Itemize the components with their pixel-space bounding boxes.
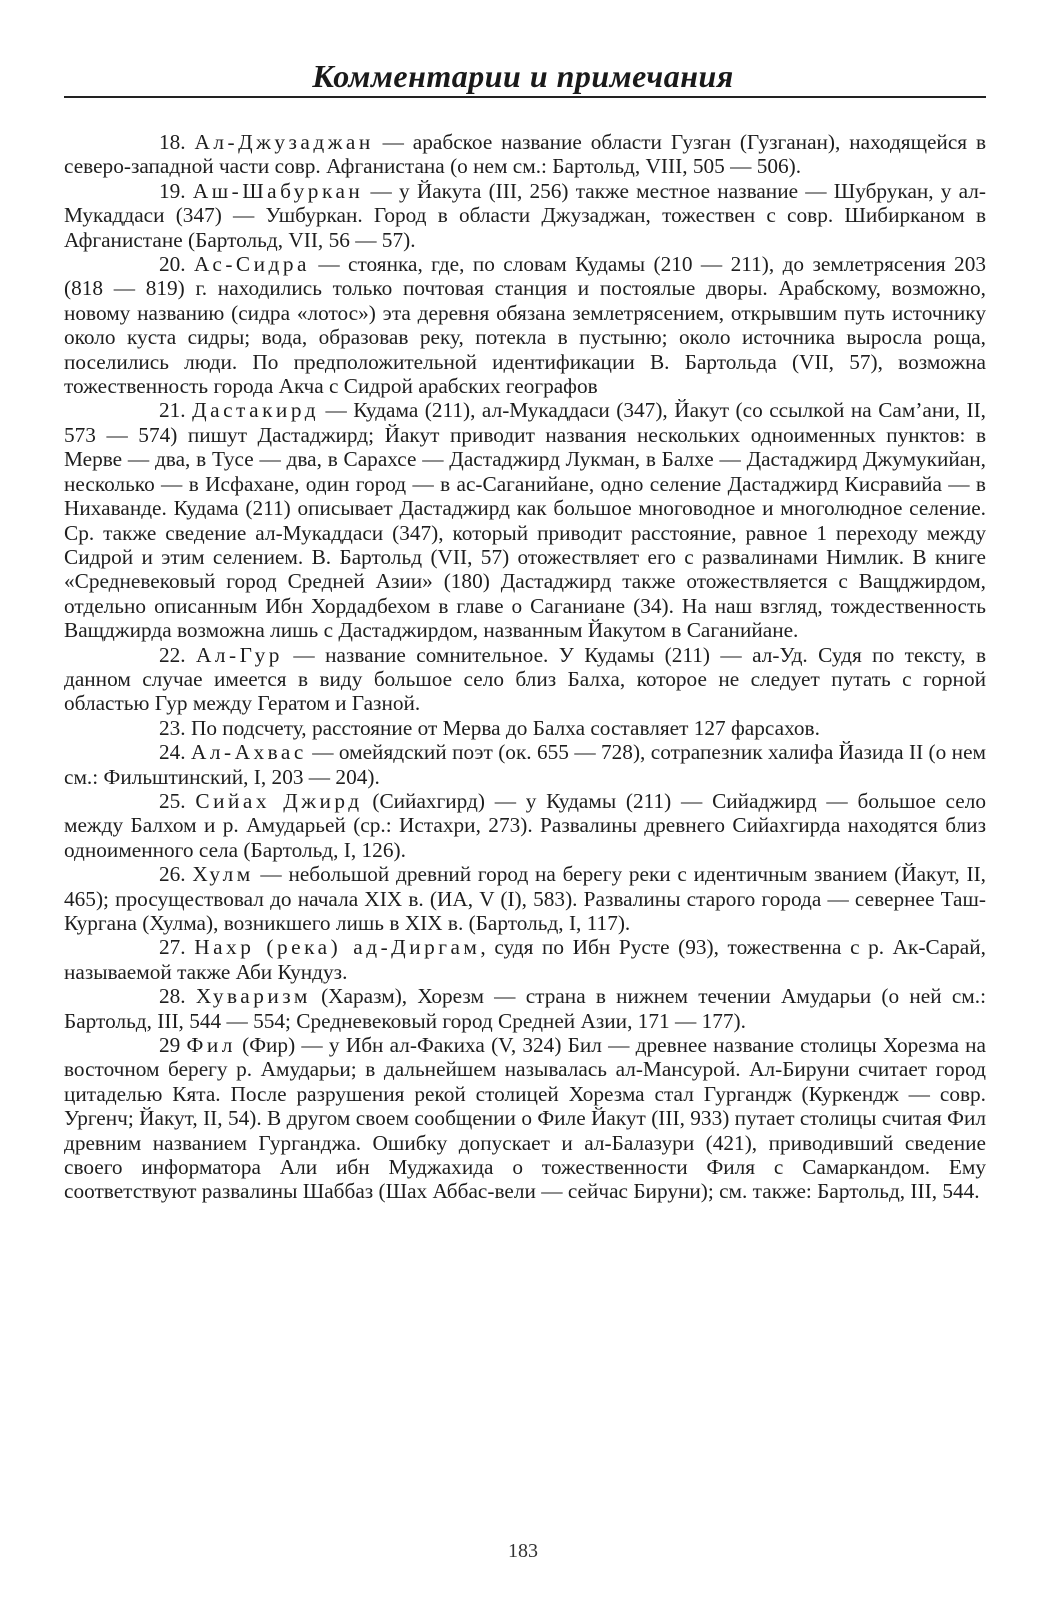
running-title: Комментарии и примечания	[312, 58, 734, 94]
note-term: Аш-Шабуркан	[192, 178, 364, 203]
note-text: — арабское название области Гузган (Гузганан), находящейся в северо-западной части совр. Афганистана (о нем см.: Бартольд, VIII, 505 — 506).	[64, 130, 986, 179]
header-rule	[64, 96, 986, 98]
note-number: 21.	[159, 398, 186, 423]
note-number: 25.	[159, 788, 186, 813]
note-number: 18.	[159, 130, 186, 154]
note-term: Хулм	[192, 862, 254, 887]
note-number: 19.	[159, 178, 186, 203]
note-item	[64, 862, 986, 935]
note-text: — Кудама (211), ал-Мукаддаси (347), Йакут (со ссылкой на Сам’ани, II, 573 — 574) пишут Дастаджирд; Йакут приводит названия нескольких одноименных пунктов: в Мерве — два, в Тусе — два, в Сарахсе — Дастаджирд Лукман, в Балхе — Дастаджирд Джумукийан, несколько — в Исфахане, один город — в ас-Саганийане, одно селение Дастаджирд Кисравийа — в Нихаванде. Кудама (211) описывает Дастаджирд как большое многоводное и многолюдное селение. Ср. также сведение ал-Мукаддаси (347), который приводит расстояние, равное 1 переходу между Сидрой и этим селением. В. Бартольд (VII, 57) отожествляет его с развалинами Нимлик. В книге «Средневековый город Средней Азии» (180) Дастаджирд также отожествляется с Ващджирдом, отдельно описанным Ибн Хордадбехом в главе о Саганиане (34). На наш взгляд, тождественность Ващджирда возможна лишь с Дастаджирдом, названным Йакутом в Саганийане.	[64, 398, 986, 643]
note-item	[64, 984, 986, 1033]
note-text: — небольшой древний город на берегу реки с идентичным званием (Йакут, II, 465); просуществовал до начала XIX в. (ИА, V (I), 583). Развалины старого города — севернее Таш-Кургана (Хулма), возникшего лишь в XIX в. (Бартольд, I, 117).	[64, 862, 986, 935]
note-number: 28.	[159, 984, 186, 1009]
note-item	[64, 643, 986, 716]
note-item	[64, 1033, 986, 1204]
note-item	[64, 252, 986, 398]
note-item	[64, 789, 986, 862]
note-term: Ал-Джузаджан	[194, 130, 374, 154]
note-text: По подсчету, расстояние от Мерва до Балха составляет 127 фарсахов.	[190, 715, 820, 740]
page-number: 183	[508, 1540, 538, 1562]
note-number: 23.	[159, 715, 186, 740]
note-term: Ас-Сидра	[194, 252, 310, 277]
note-item	[64, 740, 986, 789]
note-text: — стоянка, где, по словам Кудамы (210 — 211), до землетрясения 203 (818 — 819) г. находились только почтовая станция и постоялые дворы. Арабскому, возможно, новому названию (сидра «лотос») эта деревня обязана землетрясением, открывшим путь источнику около куста сидры; вода, образовав реку, потекла в пустыню; около источника выросла роща, поселились люди. По предположительной идентификации В. Бартольда (VII, 57), возможна тожественность города Акча с Сидрой арабских географов	[64, 252, 986, 399]
note-text: — омейядский поэт (ок. 655 — 728), сотрапезник халифа Йазида II (о нем см.: Фильштинский, I, 203 — 204).	[64, 740, 986, 789]
note-item	[64, 130, 986, 179]
notes-list	[64, 130, 986, 1204]
note-number: 29	[159, 1033, 181, 1058]
note-item	[64, 398, 986, 642]
note-text: , судя по Ибн Русте (93), тожественна с р. Ак-Сарай, называемой также Аби Кундуз.	[64, 935, 986, 984]
note-number: 26.	[159, 862, 186, 887]
note-item	[64, 179, 986, 252]
note-number: 22.	[159, 642, 186, 667]
note-text: — название сомнительное. У Кудамы (211) — ал-Уд. Судя по тексту, в данном случае имеется в виду большое село близ Балха, которое не следует путать с горной областью Гур между Гератом и Газной.	[64, 642, 986, 716]
note-term: Ал-Ахвас	[191, 740, 307, 765]
note-text: (Сийахгирд) — у Кудамы (211) — Сийаджирд — большое село между Балхом и р. Амударьей (ср.: Истахри, 273). Развалины древнего Сийахгирда находятся близ одноименного села (Бартольд, I, 126).	[64, 788, 986, 862]
note-text: (Харазм), Хорезм — страна в нижнем течении Амударьи (о ней см.: Бартольд, III, 544 — 554; Средневековый город Средней Азии, 171 — 177).	[64, 984, 986, 1033]
note-item	[64, 716, 986, 740]
note-number: 24.	[159, 740, 186, 765]
note-number: 20.	[159, 252, 186, 277]
note-term: Хуваризм	[195, 984, 311, 1009]
note-text: (Фир) — у Ибн ал-Факиха (V, 324) Бил — древнее название столицы Хорезма на восточном берегу р. Амударьи; в дальнейшем называлась ал-Мансурой. Ал-Бируни считает город цитаделью Кята. После разрушения рекой столицей Хорезма стал Гургандж (Куркендж — совр. Ургенч; Йакут, II, 54). В другом своем сообщении о Филе Йакут (III, 933) путает столицы считая Фил древним названием Гурганджа. Ошибку допускает и ал-Балазури (421), приводивший сведение своего информатора Али ибн Муджахида о тожественности Филя с Самаркандом. Ему соответствуют развалины Шаббаз (Шах Аббас-вели — сейчас Бируни); см. также: Бартольд, III, 544.	[64, 1033, 986, 1204]
note-term: Дастакирд	[192, 398, 320, 423]
note-term: Фил	[186, 1033, 236, 1058]
note-term: Сийах Джирд	[195, 788, 363, 813]
note-term: Ал-Гур	[196, 642, 283, 667]
note-text: — у Йакута (III, 256) также местное название — Шубрукан, у ал-Мукаддаси (347) — Ушбуркан. Город в области Джузаджан, тожествен с совр. Шибирканом в Афганистане (Бартольд, VII, 56 — 57).	[64, 178, 986, 252]
note-term: Нахр (река) ад-Диргам	[194, 935, 481, 960]
note-item	[64, 935, 986, 984]
note-number: 27.	[159, 935, 186, 960]
